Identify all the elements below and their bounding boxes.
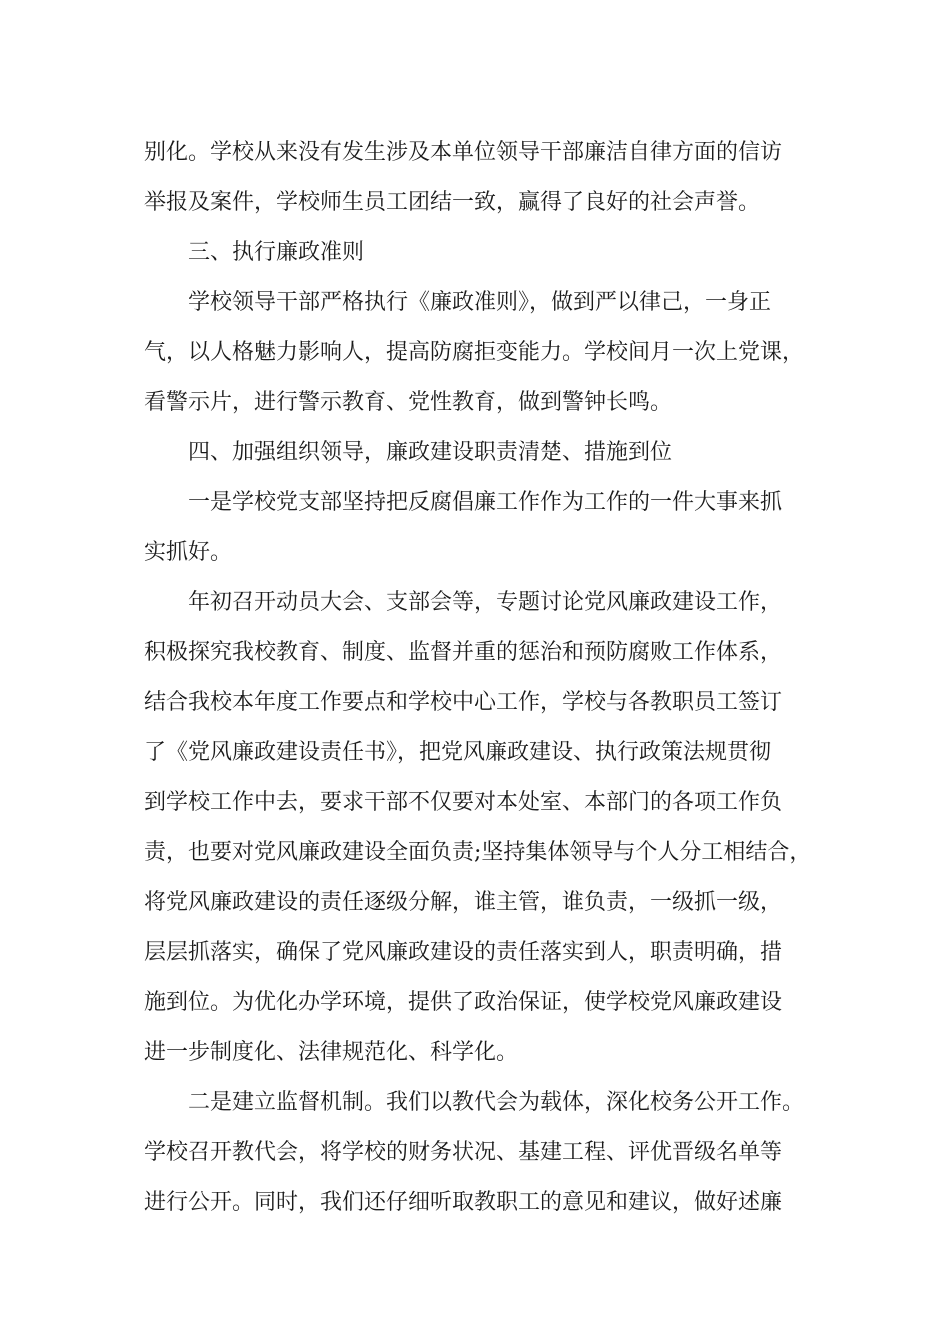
text-line: 实抓好。 xyxy=(144,540,233,565)
text-line: 施到位。为优化办学环境，提供了政治保证，使学校党风廉政建设 xyxy=(144,990,783,1015)
text-line: 到学校工作中去，要求干部不仅要对本处室、本部门的各项工作负 xyxy=(144,790,783,815)
text-line: 二是建立监督机制。我们以教代会为载体，深化校务公开工作。 xyxy=(188,1090,805,1115)
text-line: 气，以人格魅力影响人，提高防腐拒变能力。学校间月一次上党课， xyxy=(144,340,805,365)
section-heading: 三、执行廉政准则 xyxy=(188,240,365,265)
text-line: 结合我校本年度工作要点和学校中心工作，学校与各教职员工签订 xyxy=(144,690,783,715)
text-line: 学校召开教代会，将学校的财务状况、基建工程、评优晋级名单等 xyxy=(144,1140,783,1165)
section-heading: 四、加强组织领导，廉政建设职责清楚、措施到位 xyxy=(188,440,673,465)
text-line: 进一步制度化、法律规范化、科学化。 xyxy=(144,1040,519,1065)
text-line: 层层抓落实，确保了党风廉政建设的责任落实到人，职责明确，措 xyxy=(144,940,783,965)
text-line: 举报及案件，学校师生员工团结一致，赢得了良好的社会声誉。 xyxy=(144,190,761,215)
text-line: 看警示片，进行警示教育、党性教育，做到警钟长鸣。 xyxy=(144,390,673,415)
text-line: 进行公开。同时，我们还仔细听取教职工的意见和建议，做好述廉 xyxy=(144,1190,783,1215)
text-line: 年初召开动员大会、支部会等，专题讨论党风廉政建设工作， xyxy=(188,590,783,615)
text-line: 了《党风廉政建设责任书》，把党风廉政建设、执行政策法规贯彻 xyxy=(144,740,772,765)
text-line: 积极探究我校教育、制度、监督并重的惩治和预防腐败工作体系， xyxy=(144,640,783,665)
text-line: 责，也要对党风廉政建设全面负责;坚持集体领导与个人分工相结合， xyxy=(144,840,812,865)
text-line: 别化。学校从来没有发生涉及本单位领导干部廉洁自律方面的信访 xyxy=(144,140,783,165)
document-body xyxy=(144,128,824,1228)
text-line: 一是学校党支部坚持把反腐倡廉工作作为工作的一件大事来抓 xyxy=(188,490,783,515)
text-line: 学校领导干部严格执行《廉政准则》，做到严以律己，一身正 xyxy=(188,290,772,315)
text-line: 将党风廉政建设的责任逐级分解，谁主管，谁负责，一级抓一级， xyxy=(144,890,783,915)
